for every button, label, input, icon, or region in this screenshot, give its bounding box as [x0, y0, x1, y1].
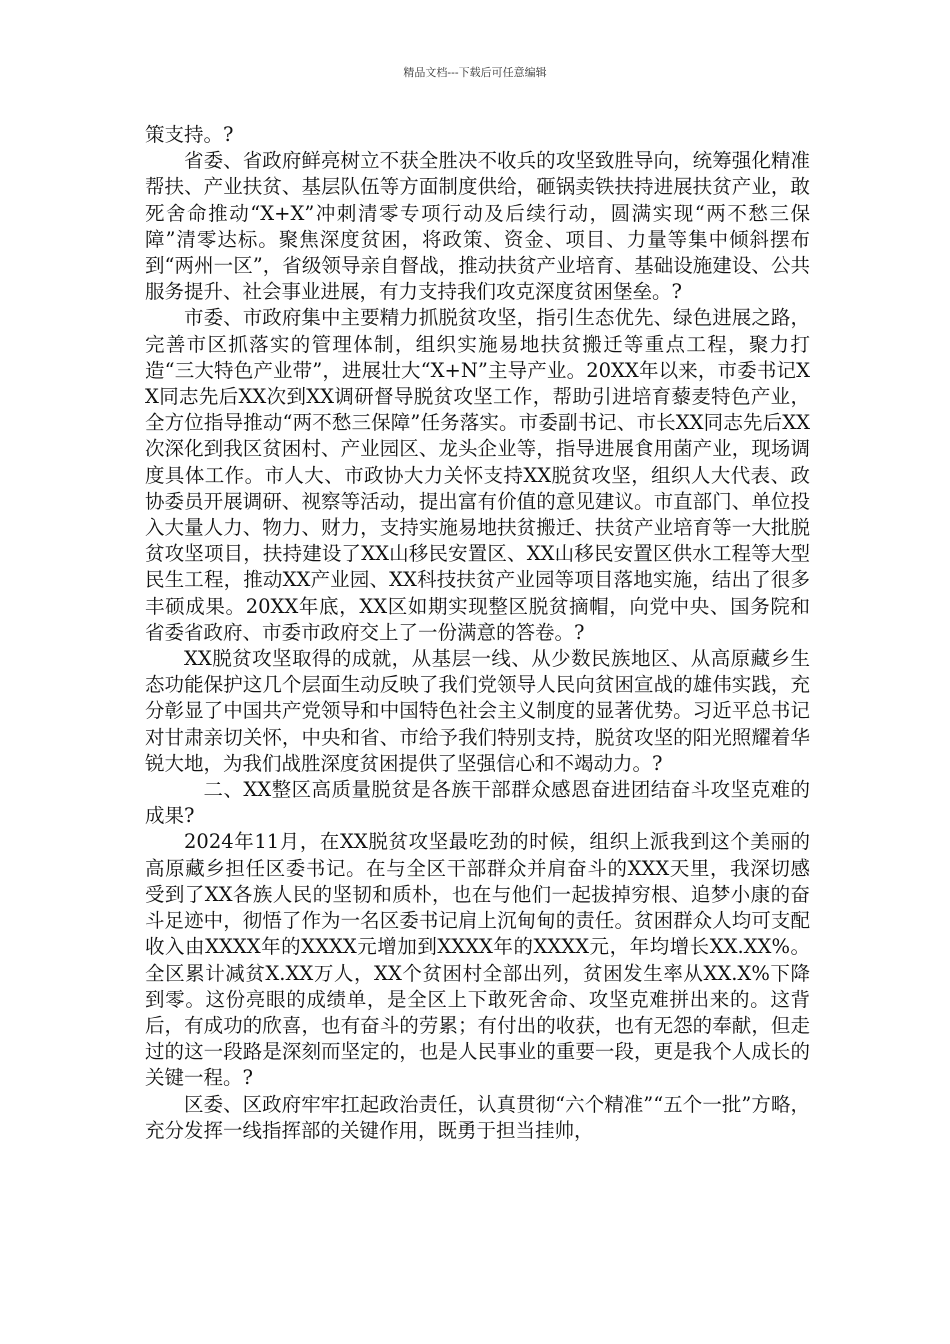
- section-heading: 二、XX整区高质量脱贫是各族干部群众感恩奋进团结奋斗攻坚克难的成果?: [145, 778, 810, 828]
- document-body: [145, 122, 810, 1144]
- page-header: 精品文档---下载后可任意编辑: [403, 66, 547, 79]
- paragraph-3: 市委、市政府集中主要精力抓脱贫攻坚，指引生态优先、绿色进展之路，完善市区抓落实的管理体制，组织实施易地扶贫搬迁等重点工程，聚力打造“三大特色产业带”，进展壮大“X+N”主导产业。20XX年以来，市委书记XX同志先后XX次到XX调研督导脱贫攻坚工作，帮助引进培育藜麦特色产业，全方位指导推动“两不愁三保障”任务落实。市委副书记、市长XX同志先后XX次深化到我区贫困村、产业园区、龙头企业等，指导进展食用菌产业，现场调度具体工作。市人大、市政协大力关怀支持XX脱贫攻坚，组织人大代表、政协委员开展调研、视察等活动，提出富有价值的意见建议。市直部门、单位投入大量人力、物力、财力，支持实施易地扶贫搬迁、扶贫产业培育等一大批脱贫攻坚项目，扶持建设了XX山移民安置区、XX山移民安置区供水工程等大型民生工程，推动XX产业园、XX科技扶贫产业园等项目落地实施，结出了很多丰硕成果。20XX年底，XX区如期实现整区脱贫摘帽，向党中央、国务院和省委省政府、市委市政府交上了一份满意的答卷。?: [145, 306, 810, 644]
- paragraph-6: 区委、区政府牢牢扛起政治责任，认真贯彻“六个精准”“五个一批”方略，充分发挥一线指挥部的关键作用，既勇于担当挂帅，: [145, 1092, 810, 1142]
- paragraph-4: XX脱贫攻坚取得的成就，从基层一线、从少数民族地区、从高原藏乡生态功能保护这几个层面生动反映了我们党领导人民向贫困宣战的雄伟实践，充分彰显了中国共产党领导和中国特色社会主义制度的显著优势。习近平总书记对甘肃亲切关怀，中央和省、市给予我们特别支持，脱贫攻坚的阳光照耀着华锐大地，为我们战胜深度贫困提供了坚强信心和不竭动力。?: [145, 647, 810, 775]
- paragraph-5: 2024年11月，在XX脱贫攻坚最吃劲的时候，组织上派我到这个美丽的高原藏乡担任区委书记。在与全区干部群众并肩奋斗的XXX天里，我深切感受到了XX各族人民的坚韧和质朴，也在与他们一起拔掉穷根、追梦小康的奋斗足迹中，彻悟了作为一名区委书记肩上沉甸甸的责任。贫困群众人均可支配收入由XXXX年的XXXX元增加到XXXX年的XXXX元，年均增长XX.XX%。全区累计减贫X.XX万人，XX个贫困村全部出列，贫困发生率从XX.X%下降到零。这份亮眼的成绩单，是全区上下敢死舍命、攻坚克难拼出来的。这背后，有成功的欣喜，也有奋斗的劳累；有付出的收获，也有无怨的奉献，但走过的这一段路是深刻而坚定的，也是人民事业的重要一段，更是我个人成长的关键一程。?: [145, 830, 810, 1090]
- paragraph-1: 策支持。?: [145, 123, 234, 146]
- paragraph-2: 省委、省政府鲜亮树立不获全胜决不收兵的攻坚致胜导向，统筹强化精准帮扶、产业扶贫、基层队伍等方面制度供给，砸锅卖铁扶持进展扶贫产业，敢死舍命推动“X+X”冲刺清零专项行动及后续行动，圆满实现“两不愁三保障”清零达标。聚焦深度贫困，将政策、资金、项目、力量等集中倾斜摆布到“两州一区”，省级领导亲自督战，推动扶贫产业培育、基础设施建设、公共服务提升、社会事业进展，有力支持我们攻克深度贫困堡垒。?: [145, 149, 810, 304]
